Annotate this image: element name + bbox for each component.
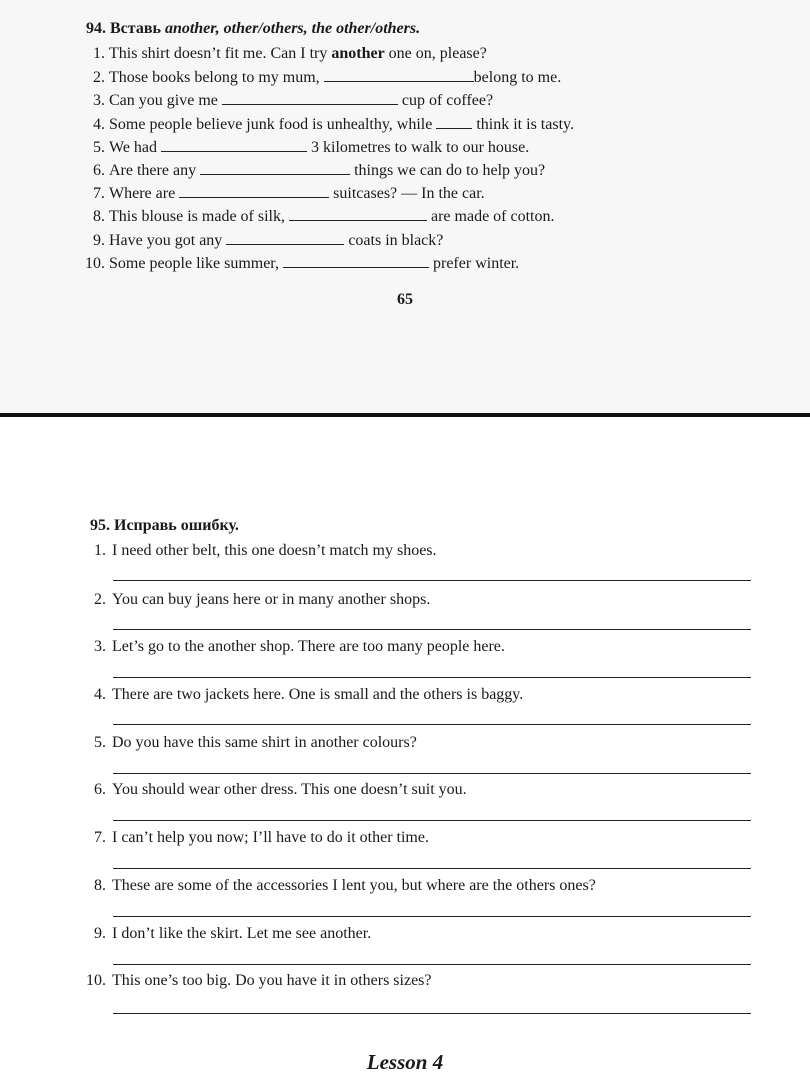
answer-blank[interactable] [436,114,472,129]
textbook-page-65 [0,0,810,414]
ex95-item-7: 7. I can’t help you now; I’ll have to do it other time. [94,829,429,846]
answer-blank[interactable] [283,253,429,268]
exercise-instruction: Исправь ошибку. [114,517,239,534]
ex95-item-5: 5. Do you have this same shirt in another colours? [94,734,417,751]
answer-line[interactable] [113,724,751,725]
exercise-number: 94. [86,20,106,37]
ex95-item-3: 3. Let’s go to the another shop. There are too many people here. [94,638,505,655]
answer-line[interactable] [113,820,751,821]
ex94-item-2: 2. Those books belong to my mum, belong to me. [93,69,562,86]
answer-line[interactable] [113,677,751,678]
ex95-item-1: 1. I need other belt, this one doesn’t match my shoes. [94,542,437,559]
answer-line[interactable] [113,580,751,581]
answer-line[interactable] [113,964,751,965]
ex94-item-9: 9. Have you got any coats in black? [93,232,444,249]
answer-blank[interactable] [226,230,344,245]
exercise-number: 95. [90,517,110,534]
ex94-item-8: 8. This blouse is made of silk, are made of cotton. [93,208,555,225]
answer-blank[interactable] [200,160,350,175]
exercise-instruction: Вставь [110,20,161,37]
ex94-item-10: 10. Some people like summer, prefer winter. [85,255,520,272]
ex94-item-5: 5. We had 3 kilometres to walk to our house. [93,139,530,156]
answer-line[interactable] [113,629,751,630]
answer-blank[interactable] [222,90,398,105]
answer-line[interactable] [113,916,751,917]
exercise-94-heading [86,20,420,38]
lesson-title: Lesson 4 [366,1050,444,1074]
answer-blank[interactable] [289,206,427,221]
ex95-item-4: 4. There are two jackets here. One is small and the others is baggy. [94,686,524,703]
answer-blank[interactable] [161,137,307,152]
exercise-words: another, other/others, the other/others. [164,20,421,37]
answer-blank[interactable] [324,67,474,82]
ex94-item-7: 7. Where are suitcases? — In the car. [93,185,485,202]
answer-line[interactable] [113,868,751,869]
ex94-item-4: 4. Some people believe junk food is unhealthy, while think it is tasty. [93,116,574,133]
ex95-item-10: 10. This one’s too big. Do you have it in others sizes? [86,972,432,989]
answer-line[interactable] [113,773,751,774]
ex95-item-6: 6. You should wear other dress. This one doesn’t suit you. [94,781,467,798]
page-number: 65 [397,291,413,308]
ex94-item-6: 6. Are there any things we can do to help you? [93,162,546,179]
ex95-item-2: 2. You can buy jeans here or in many another shops. [94,591,431,608]
ex95-item-9: 9. I don’t like the skirt. Let me see another. [94,925,372,942]
ex94-item-1: 1. This shirt doesn’t fit me. Can I try another one on, please? [93,45,487,62]
example-answer: another [331,45,385,62]
exercise-95-heading [90,517,239,535]
answer-line[interactable] [113,1013,751,1014]
ex94-item-3: 3. Can you give me cup of coffee? [93,92,494,109]
ex95-item-8: 8. These are some of the accessories I lent you, but where are the others ones? [94,877,596,894]
answer-blank[interactable] [179,183,329,198]
